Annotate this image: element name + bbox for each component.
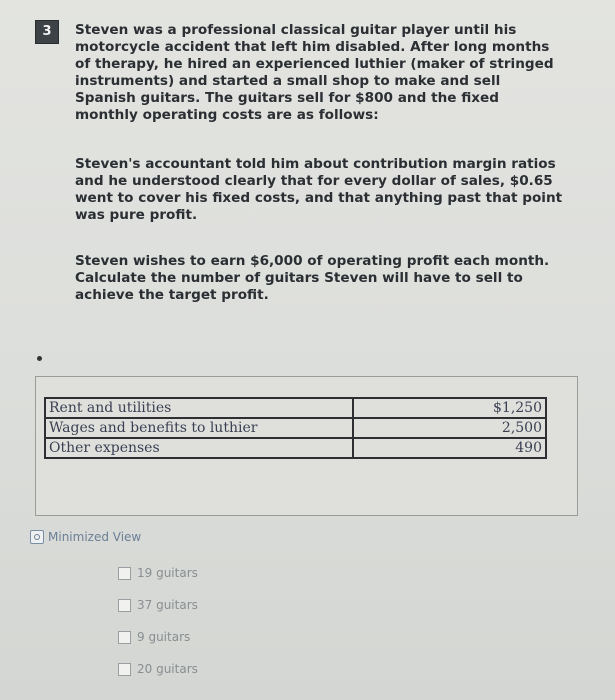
answer-option-label[interactable]: 37 guitars [137,598,198,612]
checkbox-icon[interactable] [118,567,131,580]
question-number-badge: 3 [35,20,59,44]
answer-option-label[interactable]: 9 guitars [137,630,191,644]
question-paragraph-3: Steven wishes to earn $6,000 of operating profit each month. Calculate the number of guitars Steven will have to sell to achieve the target profit. [75,253,550,303]
answer-option-label[interactable]: 20 guitars [137,662,198,676]
checkbox-icon[interactable] [118,631,131,644]
cost-label: Wages and benefits to luthier [45,418,353,438]
answer-options [118,562,198,690]
answer-option[interactable] [118,562,198,584]
cost-amount: 490 [353,438,546,458]
cost-label: Other expenses [45,438,353,458]
costs-table-frame [35,376,578,516]
table-row [45,438,546,458]
answer-option[interactable] [118,594,198,616]
bullet-dot [37,356,42,361]
magnifier-icon[interactable] [30,530,44,544]
answer-option-label[interactable]: 19 guitars [137,566,198,580]
minimized-view-label[interactable]: Minimized View [48,530,142,544]
cost-amount: $1,250 [353,398,546,418]
question-paragraph-1: Steven was a professional classical guitar player until his motorcycle accident that left him disabled. After long months of therapy, he hired an experienced luthier (maker of stringed instruments) and started a small shop to make and sell Spanish guitars. The guitars sell for $800 and the fixed monthly operating costs are as follows: [75,22,554,123]
answer-option[interactable] [118,626,198,648]
checkbox-icon[interactable] [118,663,131,676]
table-row [45,398,546,418]
table-row [45,418,546,438]
fixed-costs-table [44,397,547,459]
answer-option[interactable] [118,658,198,680]
checkbox-icon[interactable] [118,599,131,612]
minimized-view-toggle[interactable] [30,530,141,544]
cost-label: Rent and utilities [45,398,353,418]
question-paragraph-2: Steven's accountant told him about contribution margin ratios and he understood clearly that for every dollar of sales, $0.65 went to cover his fixed costs, and that anything past that point was pure profit. [75,156,563,223]
cost-amount: 2,500 [353,418,546,438]
